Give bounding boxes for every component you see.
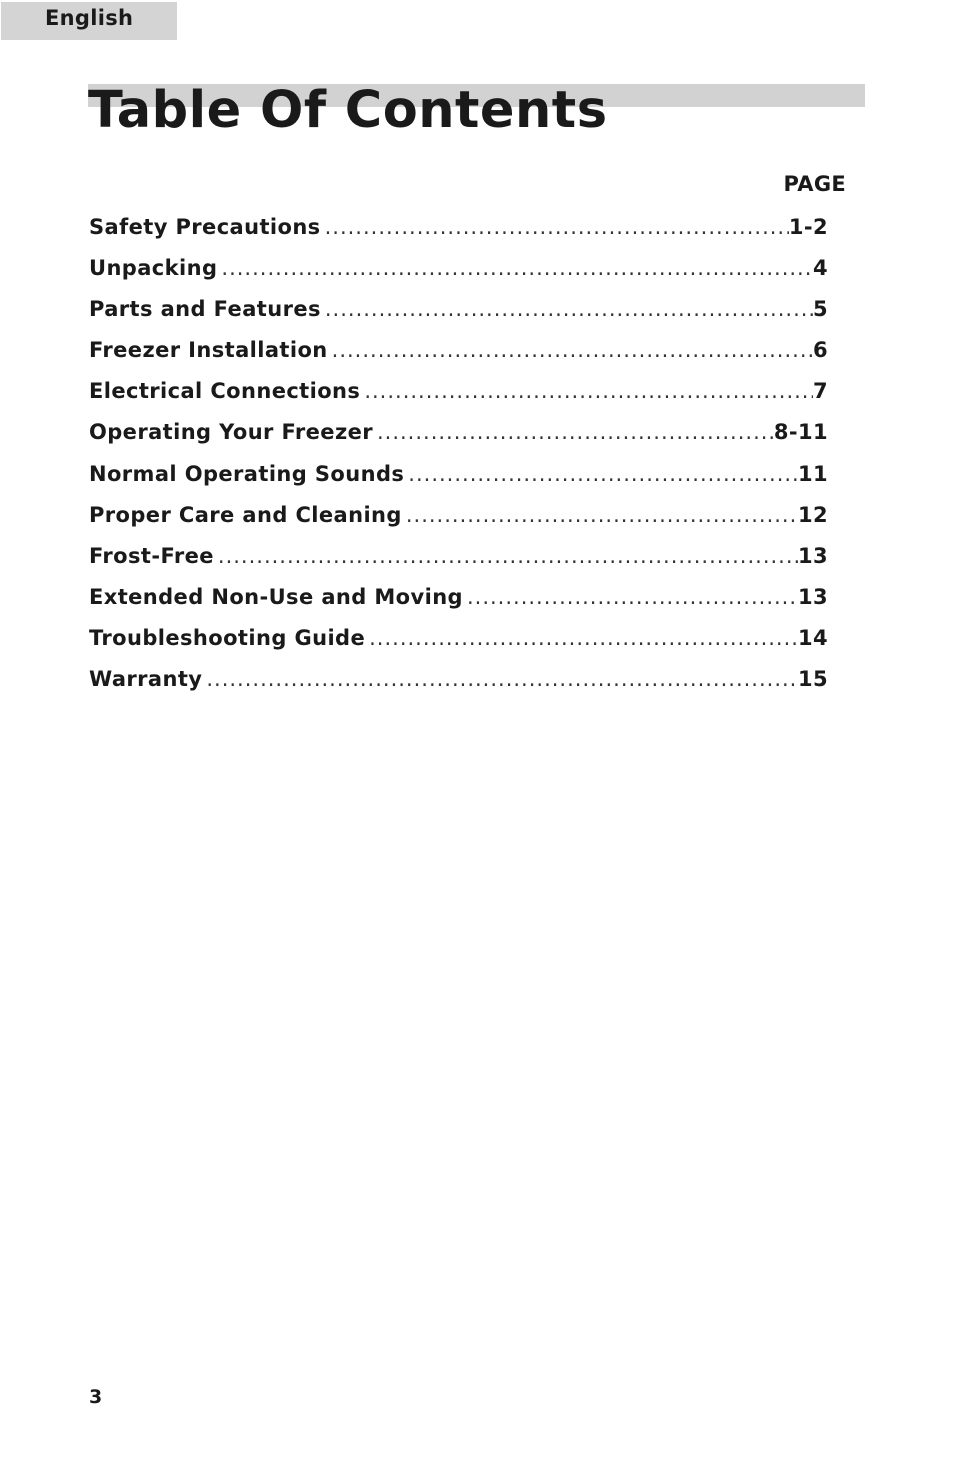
toc-entry-page: 14 <box>797 625 828 650</box>
toc-entry-page: 12 <box>797 502 828 527</box>
toc-entry-label: Normal Operating Sounds <box>89 461 405 486</box>
toc-entry-page: 6 <box>812 338 828 363</box>
toc-entry[interactable] <box>89 454 828 495</box>
toc-entry[interactable] <box>89 495 828 536</box>
toc-dot-leader <box>332 330 813 371</box>
page-title: Table Of Contents <box>88 81 608 140</box>
page-number: 3 <box>89 1386 103 1408</box>
toc-entry-page: 13 <box>797 584 828 609</box>
toc-dot-leader <box>369 618 798 659</box>
toc-entry-label: Unpacking <box>89 256 218 281</box>
toc-dot-leader <box>325 207 789 248</box>
toc-entry-page: 1-2 <box>788 215 828 239</box>
toc-entry[interactable] <box>89 412 828 453</box>
toc-dot-leader <box>364 371 813 412</box>
table-of-contents <box>89 207 828 700</box>
toc-entry-page: 8-11 <box>773 420 828 445</box>
toc-entry-label: Proper Care and Cleaning <box>89 502 402 527</box>
page-column-heading: PAGE <box>783 172 846 196</box>
toc-entry[interactable] <box>89 536 828 577</box>
toc-entry-page: 15 <box>797 667 828 692</box>
toc-entry[interactable] <box>89 659 828 700</box>
toc-entry-label: Safety Precautions <box>89 215 321 239</box>
toc-dot-leader <box>325 289 813 330</box>
toc-entry-page: 4 <box>812 256 828 281</box>
toc-entry[interactable] <box>89 577 828 618</box>
toc-entry-page: 11 <box>797 461 828 486</box>
toc-entry-label: Electrical Connections <box>89 379 361 404</box>
toc-entry[interactable] <box>89 618 828 659</box>
toc-dot-leader <box>408 454 798 495</box>
toc-dot-leader <box>218 536 798 577</box>
toc-entry[interactable] <box>89 289 828 330</box>
toc-entry[interactable] <box>89 207 828 248</box>
toc-dot-leader <box>377 412 774 453</box>
toc-entry-label: Freezer Installation <box>89 338 328 363</box>
toc-entry[interactable] <box>89 330 828 371</box>
toc-entry-label: Operating Your Freezer <box>89 420 373 445</box>
toc-entry-page: 7 <box>812 379 828 404</box>
toc-dot-leader <box>221 248 813 289</box>
toc-entry-label: Warranty <box>89 667 203 692</box>
toc-dot-leader <box>206 659 798 700</box>
toc-dot-leader <box>467 577 798 618</box>
toc-entry-label: Troubleshooting Guide <box>89 625 366 650</box>
toc-entry-label: Extended Non-Use and Moving <box>89 584 463 609</box>
toc-entry-label: Parts and Features <box>89 297 321 322</box>
toc-entry[interactable] <box>89 371 828 412</box>
language-tab-label: English <box>45 6 134 30</box>
toc-dot-leader <box>406 495 798 536</box>
toc-entry-page: 13 <box>797 543 828 568</box>
toc-entry[interactable] <box>89 248 828 289</box>
toc-entry-label: Frost-Free <box>89 543 214 568</box>
language-tab <box>1 2 177 40</box>
toc-entry-page: 5 <box>812 297 828 322</box>
